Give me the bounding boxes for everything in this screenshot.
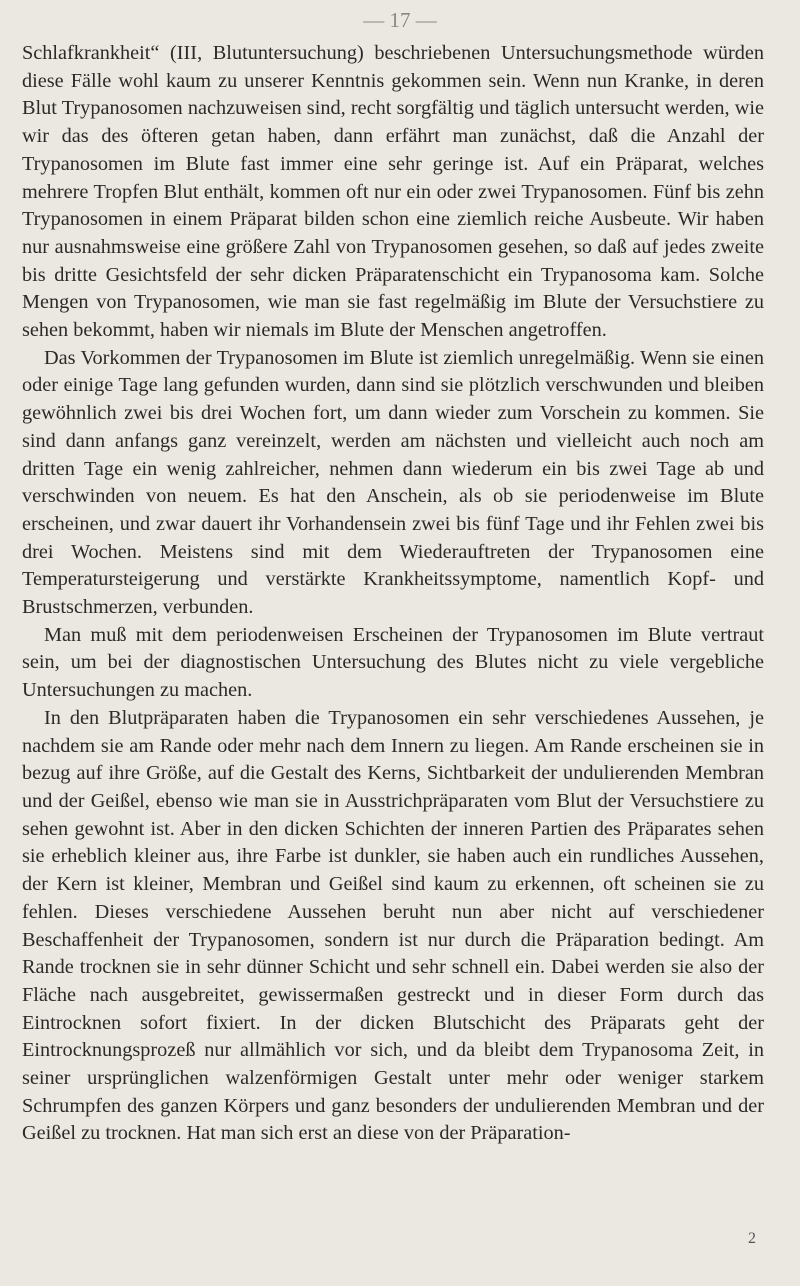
paragraph-4: In den Blutpräparaten haben die Trypanosomen ein sehr verschiedenes Aussehen, je nachdem sie am Rande oder mehr nach dem Innern zu liegen. Am Rande erscheinen sie in bezug auf ihre Größe, auf die Gestalt des Kerns, Sichtbarkeit der undulierenden Membran und der Geißel, ebenso wie man sie in Ausstrichpräparaten vom Blut der Versuchstiere zu sehen gewohnt ist. Aber in den dicken Schichten der inneren Partien des Präparates sehen sie erheblich kleiner aus, ihre Farbe ist dunkler, sie haben auch ein rundliches Aussehen, der Kern ist kleiner, Membran und Geißel sind kaum zu erkennen, oft scheinen sie zu fehlen. Dieses verschiedene Aussehen beruht nun aber nicht auf verschiedener Beschaffenheit der Trypanosomen, sondern ist nur durch die Präparation bedingt. Am Rande trocknen sie in sehr dünner Schicht und sehr schnell ein. Dabei werden sie also der Fläche nach ausgebreitet, gewissermaßen gestreckt und in dieser Form durch das Eintrocknen sofort fixiert. In der dicken Blutschicht des Präparats geht der Eintrocknungsprozeß nur allmählich vor sich, und da bleibt dem Trypanosoma Zeit, in seiner ursprünglichen walzenförmigen Gestalt unter mehr oder weniger starkem Schrumpfen des ganzen Körpers und ganz besonders der undulierenden Membran und der Geißel zu trocknen. Hat man sich erst an diese von der Präparation-: [22, 706, 764, 1145]
paragraph-3: Man muß mit dem periodenweisen Erscheinen der Trypanosomen im Blute vertraut sein, um bei der diagnostischen Untersuchung des Blutes nicht zu viele vergebliche Untersuchungen zu machen.: [22, 623, 764, 702]
body-text: [22, 40, 764, 1148]
paragraph-1: Schlafkrankheit“ (III, Blutuntersuchung) beschriebenen Untersuchungsmethode würden diese Fälle wohl kaum zu unserer Kenntnis gekommen sein. Wenn nun Kranke, in deren Blut Trypanosomen nachzuweisen sind, recht sorgfältig und täglich untersucht werden, wie wir das des öfteren getan haben, dann erfährt man zunächst, daß die Anzahl der Trypanosomen im Blute fast immer eine sehr geringe ist. Auf ein Präparat, welches mehrere Tropfen Blut enthält, kommen oft nur ein oder zwei Trypanosomen. Fünf bis zehn Trypanosomen in einem Präparat bilden schon eine ziemlich reiche Ausbeute. Wir haben nur ausnahmsweise eine größere Zahl von Trypanosomen gesehen, so daß auf jedes zweite bis dritte Gesichtsfeld der sehr dicken Präparatenschicht ein Trypanosoma kam. Solche Mengen von Trypanosomen, wie man sie fast regelmäßig im Blute der Versuchstiere zu sehen bekommt, haben wir niemals im Blute der Menschen angetroffen.: [22, 42, 764, 342]
sheet-signature: 2: [748, 1230, 756, 1247]
page-number: — 17 —: [363, 8, 437, 32]
paragraph-2: Das Vorkommen der Trypanosomen im Blute ist ziemlich unregelmäßig. Wenn sie einen oder einige Tage lang gefunden wurden, dann sind sie plötzlich verschwunden und bleiben gewöhnlich zwei bis drei Wochen fort, um dann wieder zum Vorschein zu kommen. Sie sind dann anfangs ganz vereinzelt, werden am nächsten und vielleicht auch noch am dritten Tage ein wenig zahlreicher, nehmen dann wiederum ein bis zwei Tage ab und verschwinden von neuem. Es hat den Anschein, als ob sie periodenweise im Blute erscheinen, und zwar dauert ihr Vorhandensein zwei bis fünf Tage und ihr Fehlen zwei bis drei Wochen. Meistens sind mit dem Wiederauftreten der Trypanosomen eine Temperatursteigerung und verstärkte Krankheitssymptome, namentlich Kopf- und Brustschmerzen, verbunden.: [22, 346, 764, 619]
